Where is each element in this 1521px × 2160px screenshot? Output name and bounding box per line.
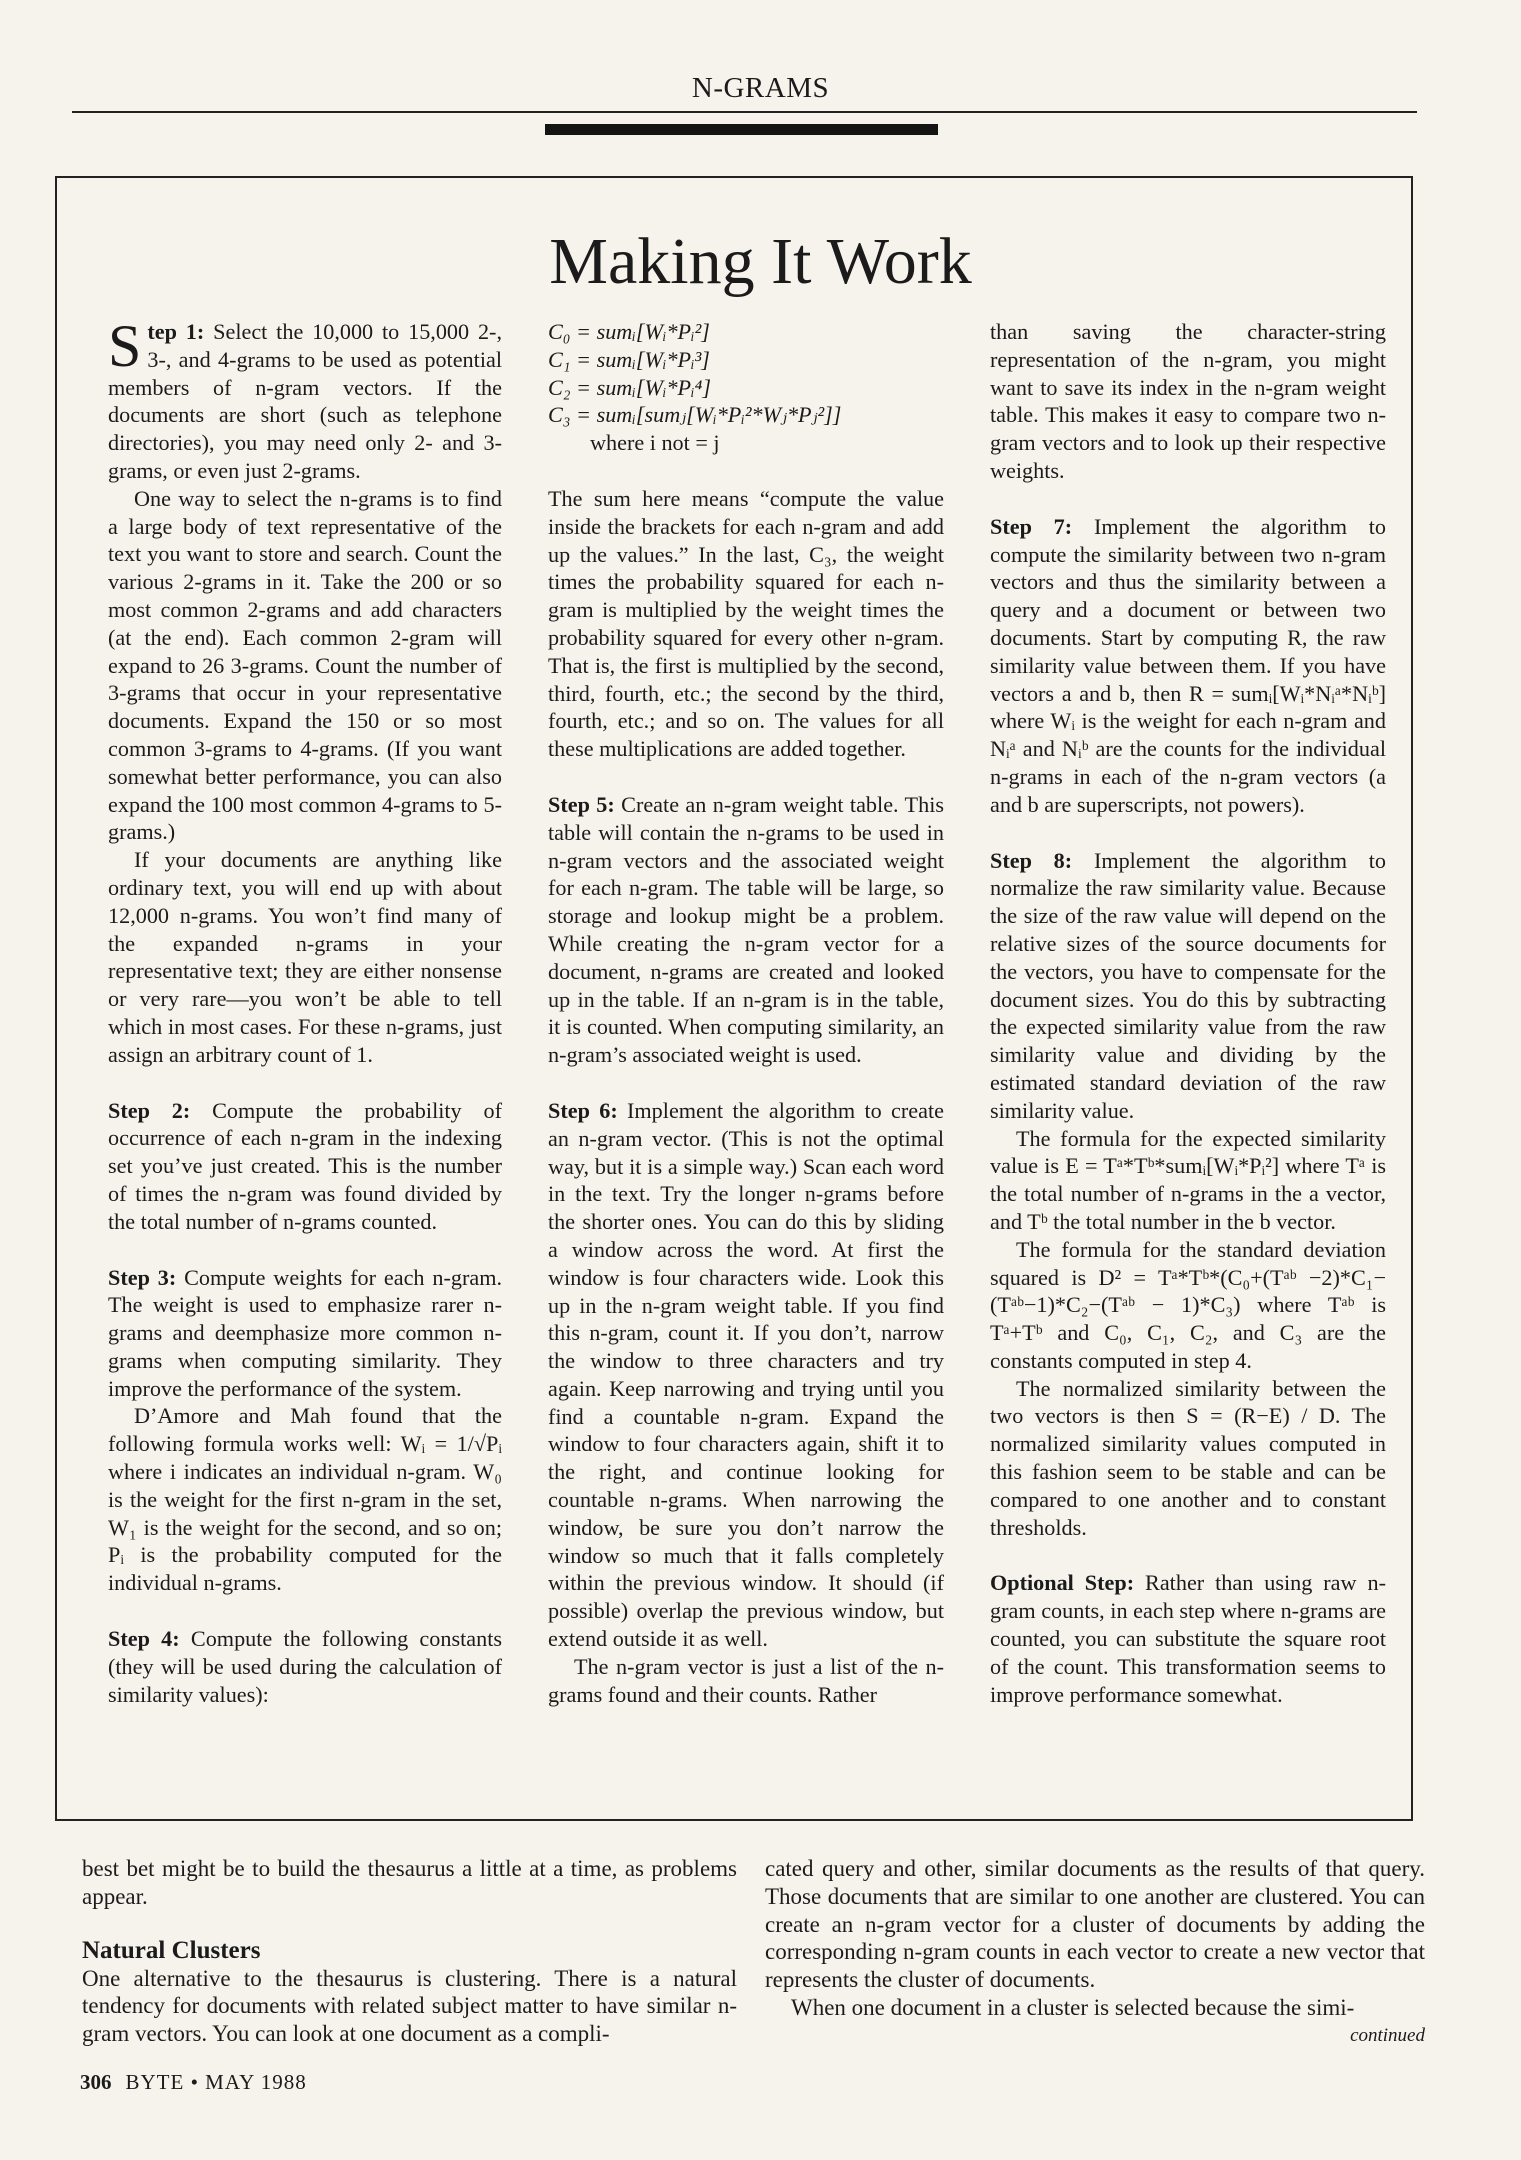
- step-1-label: tep 1:: [147, 319, 205, 344]
- step-1-paragraph: [108, 313, 502, 485]
- step-3-body: Compute weights for each n-gram. The weight is used to emphasize rarer n-grams and deemphasize more common n-grams when computing similarity. They improve the performance of the system.: [108, 1264, 502, 1401]
- expected-similarity-paragraph: The formula for the expected similarity value is E = Tᵃ*Tᵇ*sumᵢ[Wᵢ*Pᵢ²] where Tᵃ is the total number of n-grams in the a vector, and Tᵇ the total number in the b vector.: [990, 1125, 1386, 1234]
- step-3-label: Step 3:: [108, 1264, 177, 1290]
- step-5-paragraph: [548, 791, 944, 1069]
- ngram-selection-paragraph: One way to select the n-grams is to find a large body of text representative of the text you want to store and search. Count the various 2-grams in it. Take the 200 or so most common 2-grams and add characters (at the end). Each common 2-gram will expand to 26 3-grams. Count the number of 3-grams that occur in your representative documents. Expand the 150 or so most common 3-grams to 4-grams. (If you want somewhat better performance, you can also expand the 100 most common 4-grams to 5-grams.): [108, 485, 502, 845]
- cluster-query-paragraph: cated query and other, similar documents as the results of that query. Those documents that are similar to one another are clustered. You can create an n-gram vector for a cluster of documents by adding the corresponding n-gram counts in each vector to create a new vector that represents the cluster of documents.: [765, 1856, 1425, 1993]
- vector-continued-paragraph: than saving the character-string representation of the n-gram, you might want to save its index in the n-gram weight table. This makes it easy to compare two n-gram vectors and to look up their respective weights.: [990, 319, 1386, 483]
- step-7-body: Implement the algorithm to compute the similarity between two n-gram vectors and thus the similarity between a query and a document or between two documents. Start by computing R, the raw similarity value between them. If you have vectors a and b, then R = sumᵢ[Wᵢ*Nᵢᵃ*Nᵢᵇ] where Wᵢ is the weight for each n-gram and Nᵢᵃ and Nᵢᵇ are the counts for the individual n-grams in each of the n-gram vectors (a and b are superscripts, not powers).: [990, 513, 1386, 817]
- vector-paragraph: The n-gram vector is just a list of the n-grams found and their counts. Rather: [548, 1653, 944, 1707]
- thesaurus-paragraph: best bet might be to build the thesaurus a little at a time, as problems appear.: [82, 1856, 737, 1909]
- optional-step-paragraph: [990, 1569, 1386, 1708]
- step-2-paragraph: [108, 1097, 502, 1236]
- standard-deviation-paragraph: The formula for the standard deviation squared is D² = Tᵃ*Tᵇ*(C₀+(Tᵃᵇ −2)*C₁−(Tᵃᵇ−1)*C₂−(Tᵃᵇ − 1)*C₃) where Tᵃᵇ is Tᵃ+Tᵇ and C₀, C₁, C₂, and C₃ are the constants computed in step 4.: [990, 1236, 1386, 1373]
- step-8-body: Implement the algorithm to normalize the raw similarity value. Because the size of the raw value will depend on the relative sizes of the source documents for the vectors, you have to compensate for the document sizes. You do this by subtracting the expected similarity value from the raw similarity value and dividing by the estimated standard deviation of the raw similarity value.: [990, 847, 1386, 1123]
- formula-where: where i not = j: [590, 430, 720, 456]
- step-4-body: Compute the following constants (they will be used during the calculation of similarity values):: [108, 1626, 502, 1707]
- continued-label: continued: [1350, 2024, 1425, 2046]
- step-7-paragraph: [990, 513, 1386, 819]
- formula-c0: C₀ = sumᵢ[Wᵢ*Pᵢ²]: [548, 319, 710, 344]
- sidebar-column-1: [108, 313, 502, 1708]
- normalized-similarity-paragraph: The normalized similarity between the two vectors is then S = (R−E) / D. The normalized similarity values computed in this fashion seem to be stable and can be compared to one another and to constant thresholds.: [990, 1375, 1386, 1540]
- step-5-label: Step 5:: [548, 791, 615, 817]
- step-1-body: Select the 10,000 to 15,000 2-, 3-, and 4-grams to be used as potential members of n-gram vectors. If the documents are short (such as telephone directories), you may need only 2- and 3-grams, or even just 2-grams.: [108, 319, 502, 483]
- sum-explanation-paragraph: The sum here means “compute the value inside the brackets for each n-gram and add up the values.” In the last, C₃, the weight times the probability squared for each n-gram is multiplied by the weight times the probability squared for every other n-gram. That is, the first is multiplied by the second, third, fourth, etc.; the second by the third, fourth, etc.; and so on. The values for all these multiplications are added together.: [548, 485, 944, 762]
- clustering-paragraph: One alternative to the thesaurus is clustering. There is a natural tendency for documents with related subject matter to have similar n-gram vectors. You can look at one document as a compli-: [82, 1965, 737, 2047]
- article-column-left: [82, 1855, 737, 2048]
- ngram-count-paragraph: If your documents are anything like ordinary text, you will end up with about 12,000 n-grams. You won’t find many of the expanded n-grams in your representative text; they are either nonsense or very rare—you won’t be able to tell which in most cases. For these n-grams, just assign an arbitrary count of 1.: [108, 847, 502, 1067]
- sidebar-title: Making It Work: [549, 225, 972, 298]
- formula-c3: C₃ = sumᵢ[sumⱼ[Wᵢ*Pᵢ²*Wⱼ*Pⱼ²]]: [548, 402, 842, 428]
- step-8-paragraph: [990, 847, 1386, 1125]
- section-title: N-GRAMS: [691, 72, 830, 104]
- drop-cap: S: [108, 313, 142, 379]
- header-rule: [72, 111, 1417, 113]
- step-3-paragraph: [108, 1264, 502, 1403]
- step-4-label: Step 4:: [108, 1626, 180, 1652]
- step-2-body: Compute the probability of occurrence of each n-gram in the indexing set you’ve just created. This is the number of times the n-gram was found divided by the total number of n-grams counted.: [108, 1097, 502, 1234]
- step-6-paragraph: [548, 1097, 944, 1653]
- step-8-label: Step 8:: [990, 847, 1073, 873]
- publication-info: BYTE • MAY 1988: [125, 2070, 307, 2094]
- step-6-body: Implement the algorithm to create an n-gram vector. (This is not the optimal way, but it is a simple way.) Scan each word in the text. Try the longer n-grams before the shorter ones. You can do this by sliding a window across the word. At first the window is four characters wide. Look this up in the n-gram weight table. If you find this n-gram, count it. If you don’t, narrow the window to three characters and try again. Keep narrowing and trying until you find a countable n-gram. Expand the window to four characters again, shift it to the right, and continue looking for countable n-grams. When narrowing the window, be sure you don’t narrow the window so much that it falls completely within the previous window. It should (if possible) overlap the previous window, but extend outside it as well.: [548, 1097, 944, 1652]
- article-column-right: [765, 1855, 1425, 2050]
- page-footer: [80, 2070, 307, 2095]
- step-7-label: Step 7:: [990, 513, 1073, 539]
- sidebar-column-3: [990, 318, 1386, 1708]
- sidebar-column-2: [548, 318, 944, 1708]
- formula-c1: C₁ = sumᵢ[Wᵢ*Pᵢ³]: [548, 346, 710, 372]
- weight-formula-paragraph: D’Amore and Mah found that the following formula works well: Wᵢ = 1/√Pᵢ where i indicates an individual n-gram. W₀ is the weight for the first n-gram in the set, W₁ is the weight for the second, and so on; Pᵢ is the probability computed for the individual n-grams.: [108, 1403, 502, 1596]
- step-2-label: Step 2:: [108, 1097, 191, 1123]
- optional-step-label: Optional Step:: [990, 1570, 1135, 1596]
- cluster-selection-paragraph: When one document in a cluster is selected because the simi-: [791, 1994, 1355, 2020]
- constants-formula-block: [548, 318, 944, 457]
- optional-step-body: Rather than using raw n-gram counts, in each step where n-grams are counted, you can substitute the square root of the count. This transformation seems to improve performance somewhat.: [990, 1570, 1386, 1707]
- step-6-label: Step 6:: [548, 1097, 618, 1123]
- formula-c2: C₂ = sumᵢ[Wᵢ*Pᵢ⁴]: [548, 374, 711, 400]
- page-number: 306: [80, 2070, 112, 2094]
- step-4-paragraph: [108, 1625, 502, 1708]
- natural-clusters-heading: Natural Clusters: [82, 1936, 261, 1964]
- step-5-body: Create an n-gram weight table. This table will contain the n-grams to be used in n-gram vectors and the associated weight for each n-gram. The table will be large, so storage and lookup might be a problem. While creating the n-gram vector for a document, n-grams are created and looked up in the table. If an n-gram is in the table, it is counted. When computing similarity, an n-gram’s associated weight is used.: [548, 791, 944, 1068]
- header-bar: [545, 124, 938, 135]
